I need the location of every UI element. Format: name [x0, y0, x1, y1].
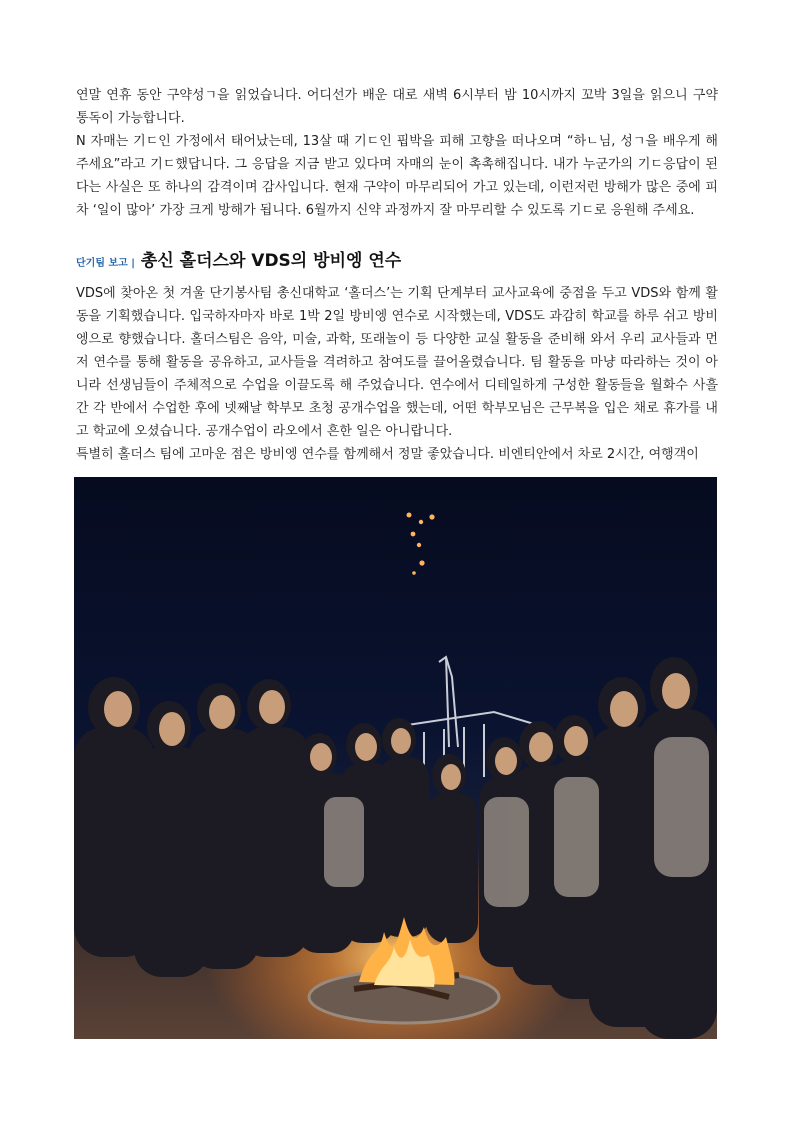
- section-title: 총신 홀더스와 VDS의 방비엥 연수: [140, 251, 402, 271]
- campfire-group-photo: [74, 477, 717, 1039]
- paragraph-bottom: [76, 282, 718, 466]
- paragraph-top-1: 연말 연휴 동안 구약성ㄱ을 읽었습니다. 어디선가 배운 대로 새벽 6시부터 밤 10시까지 꼬박 3일을 읽으니 구약 통독이 가능합니다.: [76, 88, 718, 126]
- paragraph-top: [76, 84, 718, 222]
- paragraph-top-2: N 자매는 기ㄷ인 가정에서 태어났는데, 13살 때 기ㄷ인 핍박을 피해 고향을 떠나오며 “하ㄴ님, 성ㄱ을 배우게 해 주세요”라고 기ㄷ했답니다. 그 응답을 지금 받고 있다며 자매의 눈이 촉촉해집니다. 내가 누군가의 기ㄷ응답이 된다는 사실은 또 하나의 감격이며 감사입니다. 현재 구약이 마무리되어 가고 있는데, 이런저런 방해가 많은 중에 피차 ‘일이 많아’ 가장 크게 방해가 됩니다. 6월까지 신약 과정까지 잘 마무리할 수 있도록 기ㄷ로 응원해 주세요.: [76, 134, 718, 218]
- section-tag: 단기팀 보고 |: [76, 258, 135, 269]
- paragraph-bottom-1: VDS에 찾아온 첫 겨울 단기봉사팀 총신대학교 ‘홀더스’는 기획 단계부터 교사교육에 중점을 두고 VDS와 함께 활동을 기획했습니다. 입국하자마자 바로 1박 2일 방비엥 연수로 시작했는데, VDS도 과감히 학교를 하루 쉬고 방비엥으로 향했습니다. 홀더스팀은 음악, 미술, 과학, 또래놀이 등 다양한 교실 활동을 준비해 와서 우리 교사들과 먼저 연수를 통해 활동을 공유하고, 교사들을 격려하고 참여도를 끌어올렸습니다. 팀 활동을 마냥 따라하는 것이 아니라 선생님들이 주체적으로 수업을 이끌도록 해 주었습니다. 연수에서 디테일하게 구성한 활동들을 월화수 사흘간 각 반에서 수업한 후에 넷째날 학부모 초청 공개수업을 했는데, 어떤 학부모님은 근무복을 입은 채로 휴가를 내고 학교에 오셨습니다. 공개수업이 라오에서 흔한 일은 아니랍니다.: [76, 286, 718, 439]
- photo-illustration: [74, 477, 717, 1039]
- paragraph-bottom-2: 특별히 홀더스 팀에 고마운 점은 방비엥 연수를 함께해서 정말 좋았습니다. 비엔티안에서 차로 2시간, 여행객이: [76, 447, 699, 462]
- section-heading: [76, 246, 718, 272]
- sky-lanterns: [407, 513, 435, 575]
